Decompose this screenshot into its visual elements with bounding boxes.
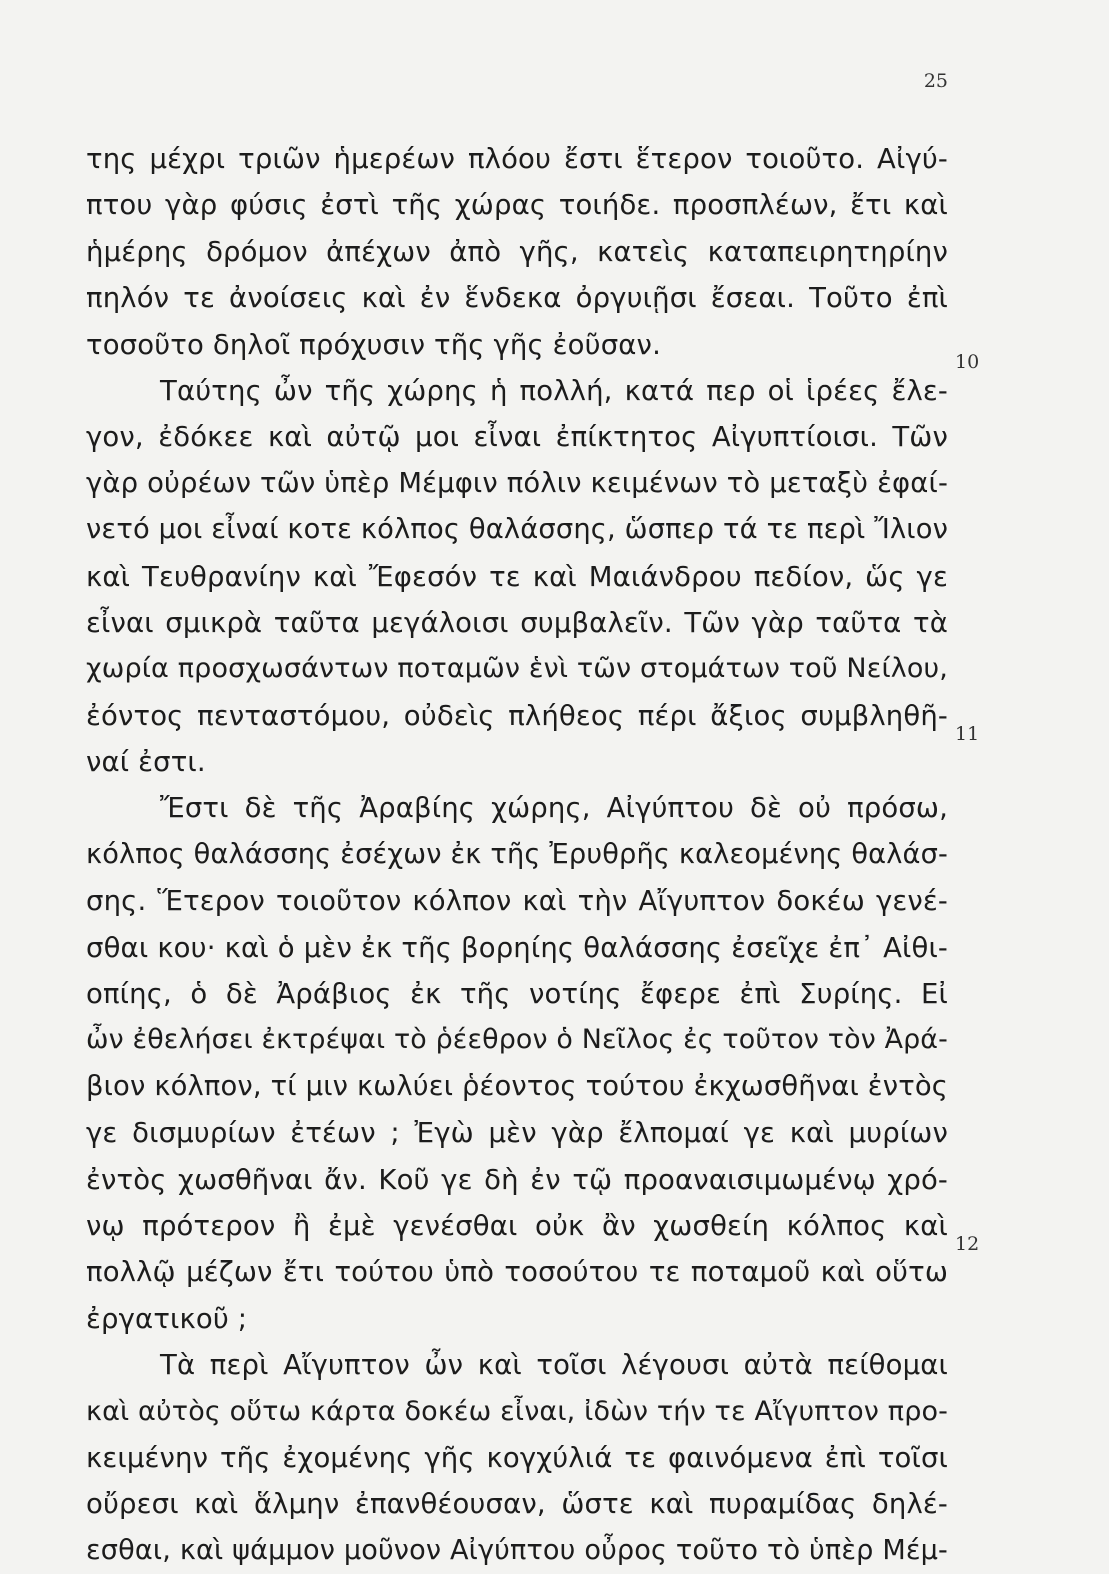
- text-line: ὦν ἐθελήσει ἐκτρέψαι τὸ ῥέεθρον ὁ Νεῖλος ἐς τοῦτον τὸν Ἀρά-: [86, 1024, 948, 1056]
- text-line: χωρία προσχωσάντων ποταμῶν ἑνὶ τῶν στομάτων τοῦ Νείλου,: [86, 653, 948, 685]
- text-line: τοσοῦτο δηλοῖ πρόχυσιν τῆς γῆς ἐοῦσαν.: [86, 328, 661, 361]
- section-number: 12: [955, 1233, 980, 1255]
- text-line: ἐργατικοῦ ;: [86, 1302, 248, 1335]
- text-line: Ταύτης ὦν τῆς χώρης ἡ πολλή, κατά περ οἱ ἱρέες ἔλε-: [160, 374, 948, 407]
- text-line: γε δισμυρίων ἐτέων ; Ἐγὼ μὲν γὰρ ἔλπομαί γε καὶ μυρίων: [86, 1117, 948, 1150]
- text-line: νετό μοι εἶναί κοτε κόλπος θαλάσσης, ὥσπερ τά τε περὶ Ἴλιον: [86, 514, 948, 546]
- text-line: εσθαι, καὶ ψάμμον μοῦνον Αἰγύπτου οὖρος τοῦτο τὸ ὑπὲρ Μέμ-: [86, 1534, 948, 1566]
- text-line: γον, ἐδόκεε καὶ αὐτῷ μοι εἶναι ἐπίκτητος Αἰγυπτίοισι. Τῶν: [86, 421, 948, 454]
- text-line: Ἔστι δὲ τῆς Ἀραβίης χώρης, Αἰγύπτου δὲ οὐ πρόσω,: [160, 792, 948, 825]
- text-line: πηλόν τε ἀνοίσεις καὶ ἐν ἕνδεκα ὀργυιῇσι ἔσεαι. Τοῦτο ἐπὶ: [86, 282, 948, 315]
- text-line: ἐόντος πενταστόμου, οὐδεὶς πλήθεος πέρι ἄξιος συμβληθῆ-: [86, 699, 948, 732]
- page-number: 25: [923, 70, 948, 92]
- section-number: 11: [955, 723, 980, 745]
- body-text: [86, 136, 948, 1574]
- text-line: καὶ αὐτὸς οὕτω κάρτα δοκέω εἶναι, ἰδὼν τήν τε Αἴγυπτον προ-: [86, 1395, 949, 1427]
- text-line: σθαι κου· καὶ ὁ μὲν ἐκ τῆς βορηίης θαλάσσης ἐσεῖχε ἐπ᾽ Αἰθι-: [86, 931, 948, 964]
- text-line: κόλπος θαλάσσης ἐσέχων ἐκ τῆς Ἐρυθρῆς καλεομένης θαλάσ-: [86, 838, 948, 870]
- text-line: ναί ἐστι.: [86, 746, 206, 779]
- text-line: κειμένην τῆς ἐχομένης γῆς κογχύλιά τε φαινόμενα ἐπὶ τοῖσι: [86, 1441, 948, 1474]
- text-line: της μέχρι τριῶν ἡμερέων πλόου ἔστι ἕτερον τοιοῦτο. Αἰγύ-: [86, 143, 948, 175]
- text-line: γὰρ οὐρέων τῶν ὑπὲρ Μέμφιν πόλιν κειμένων τὸ μεταξὺ ἐφαί-: [86, 467, 948, 499]
- text-line: ἡμέρης δρόμον ἀπέχων ἀπὸ γῆς, κατεὶς καταπειρητηρίην: [86, 235, 948, 268]
- text-line: βιον κόλπον, τί μιν κωλύει ῥέοντος τούτου ἐκχωσθῆναι ἐντὸς: [86, 1070, 948, 1102]
- text-line: ἐντὸς χωσθῆναι ἄν. Κοῦ γε δὴ ἐν τῷ προαναισιμωμένῳ χρό-: [86, 1163, 948, 1196]
- text-line: οπίης, ὁ δὲ Ἀράβιος ἐκ τῆς νοτίης ἔφερε ἐπὶ Συρίης. Εἰ: [86, 978, 948, 1011]
- text-line: εἶναι σμικρὰ ταῦτα μεγάλοισι συμβαλεῖν. Τῶν γὰρ ταῦτα τὰ: [86, 606, 948, 639]
- section-number: 10: [955, 351, 980, 373]
- text-line: σης. Ἕτερον τοιοῦτον κόλπον καὶ τὴν Αἴγυπτον δοκέω γενέ-: [86, 885, 948, 918]
- text-line: καὶ Τευθρανίην καὶ Ἔφεσόν τε καὶ Μαιάνδρου πεδίον, ὥς γε: [86, 560, 948, 593]
- text-line: Τὰ περὶ Αἴγυπτον ὦν καὶ τοῖσι λέγουσι αὐτὰ πείθομαι: [160, 1349, 948, 1382]
- text-line: πολλῷ μέζων ἔτι τούτου ὑπὸ τοσούτου τε ποταμοῦ καὶ οὕτω: [86, 1256, 948, 1289]
- text-line: νῳ πρότερον ἢ ἐμὲ γενέσθαι οὐκ ἂν χωσθείη κόλπος καὶ: [86, 1209, 948, 1242]
- text-line: πτου γὰρ φύσις ἐστὶ τῆς χώρας τοιήδε. προσπλέων, ἔτι καὶ: [86, 189, 948, 222]
- text-line: οὔρεσι καὶ ἅλμην ἐπανθέουσαν, ὥστε καὶ πυραμίδας δηλέ-: [86, 1488, 948, 1521]
